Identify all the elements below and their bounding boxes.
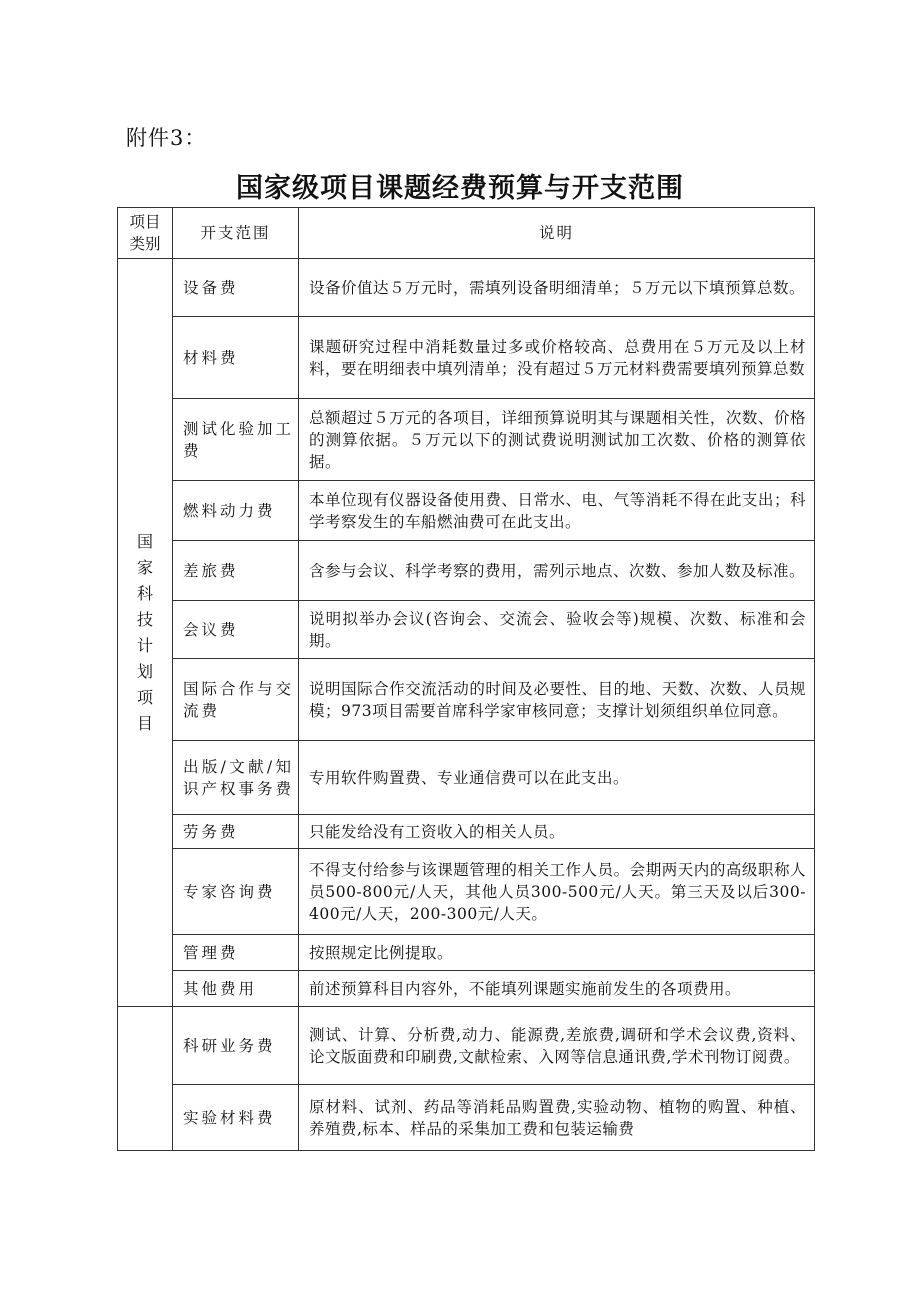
category-char: 国 bbox=[136, 531, 153, 551]
header-category-line1: 项目 bbox=[129, 213, 161, 231]
item-name: 科研业务费 bbox=[173, 1007, 299, 1085]
category-char: 技 bbox=[136, 609, 153, 629]
item-description: 专用软件购置费、专业通信费可以在此支出。 bbox=[299, 741, 815, 815]
item-name: 实验材料费 bbox=[173, 1085, 299, 1151]
table-header-row bbox=[118, 208, 815, 259]
category-national-program bbox=[118, 259, 173, 1007]
category-char: 划 bbox=[136, 661, 153, 681]
attachment-label: 附件3： bbox=[126, 126, 207, 150]
item-description: 设备价值达５万元时，需填列设备明细清单；５万元以下填预算总数。 bbox=[299, 259, 815, 317]
table-row bbox=[118, 481, 815, 541]
category-char: 家 bbox=[136, 557, 153, 577]
table-row bbox=[118, 935, 815, 971]
item-description: 测试、计算、分析费,动力、能源费,差旅费,调研和学术会议费,资料、论文版面费和印刷费,文献检索、入网等信息通讯费,学术刊物订阅费。 bbox=[299, 1007, 815, 1085]
table-row bbox=[118, 849, 815, 935]
table-row bbox=[118, 541, 815, 601]
header-description: 说明 bbox=[299, 208, 815, 259]
item-description: 说明国际合作交流活动的时间及必要性、目的地、天数、次数、人员规模；973项目需要首席科学家审核同意；支撑计划须组织单位同意。 bbox=[299, 659, 815, 741]
item-description: 原材料、试剂、药品等消耗品购置费,实验动物、植物的购置、种植、养殖费,标本、样品的采集加工费和包装运输费 bbox=[299, 1085, 815, 1151]
table-row bbox=[118, 1085, 815, 1151]
item-name: 设备费 bbox=[173, 259, 299, 317]
item-name: 材料费 bbox=[173, 317, 299, 399]
item-name: 燃料动力费 bbox=[173, 481, 299, 541]
header-category-line2: 类别 bbox=[129, 235, 161, 253]
item-name: 会议费 bbox=[173, 601, 299, 659]
budget-table bbox=[117, 207, 815, 1151]
item-description: 前述预算科目内容外，不能填列课题实施前发生的各项费用。 bbox=[299, 971, 815, 1007]
item-name: 差旅费 bbox=[173, 541, 299, 601]
table-row bbox=[118, 971, 815, 1007]
item-description: 说明拟举办会议(咨询会、交流会、验收会等)规模、次数、标准和会期。 bbox=[299, 601, 815, 659]
item-name: 劳务费 bbox=[173, 815, 299, 849]
page-title: 国家级项目课题经费预算与开支范围 bbox=[236, 173, 684, 204]
item-description: 总额超过５万元的各项目，详细预算说明其与课题相关性，次数、价格的测算依据。５万元以下的测试费说明测试加工次数、价格的测算依据。 bbox=[299, 399, 815, 481]
item-name: 专家咨询费 bbox=[173, 849, 299, 935]
table-row bbox=[118, 259, 815, 317]
item-name: 管理费 bbox=[173, 935, 299, 971]
category-char: 科 bbox=[136, 583, 153, 603]
table-row bbox=[118, 317, 815, 399]
item-name: 测试化验加工费 bbox=[173, 399, 299, 481]
header-category bbox=[118, 208, 173, 259]
item-description: 课题研究过程中消耗数量过多或价格较高、总费用在５万元及以上材料，要在明细表中填列清单；没有超过５万元材料费需要填列预算总数 bbox=[299, 317, 815, 399]
table-row bbox=[118, 601, 815, 659]
table-row bbox=[118, 399, 815, 481]
table-row bbox=[118, 659, 815, 741]
table-row bbox=[118, 1007, 815, 1085]
table-row bbox=[118, 815, 815, 849]
table-row bbox=[118, 741, 815, 815]
category-char: 项 bbox=[136, 687, 153, 707]
item-description: 不得支付给参与该课题管理的相关工作人员。会期两天内的高级职称人员500-800元/人天，其他人员300-500元/人天。第三天及以后300-400元/人天，200-300元/人天。 bbox=[299, 849, 815, 935]
category-other bbox=[118, 1007, 173, 1151]
item-name: 国际合作与交流费 bbox=[173, 659, 299, 741]
item-name: 其他费用 bbox=[173, 971, 299, 1007]
item-name: 出版/文献/知识产权事务费 bbox=[173, 741, 299, 815]
item-description: 含参与会议、科学考察的费用，需列示地点、次数、参加人数及标准。 bbox=[299, 541, 815, 601]
item-description: 按照规定比例提取。 bbox=[299, 935, 815, 971]
header-range: 开支范围 bbox=[173, 208, 299, 259]
category-char: 计 bbox=[136, 635, 153, 655]
category-char: 目 bbox=[136, 713, 153, 733]
item-description: 只能发给没有工资收入的相关人员。 bbox=[299, 815, 815, 849]
item-description: 本单位现有仪器设备使用费、日常水、电、气等消耗不得在此支出；科学考察发生的车船燃油费可在此支出。 bbox=[299, 481, 815, 541]
